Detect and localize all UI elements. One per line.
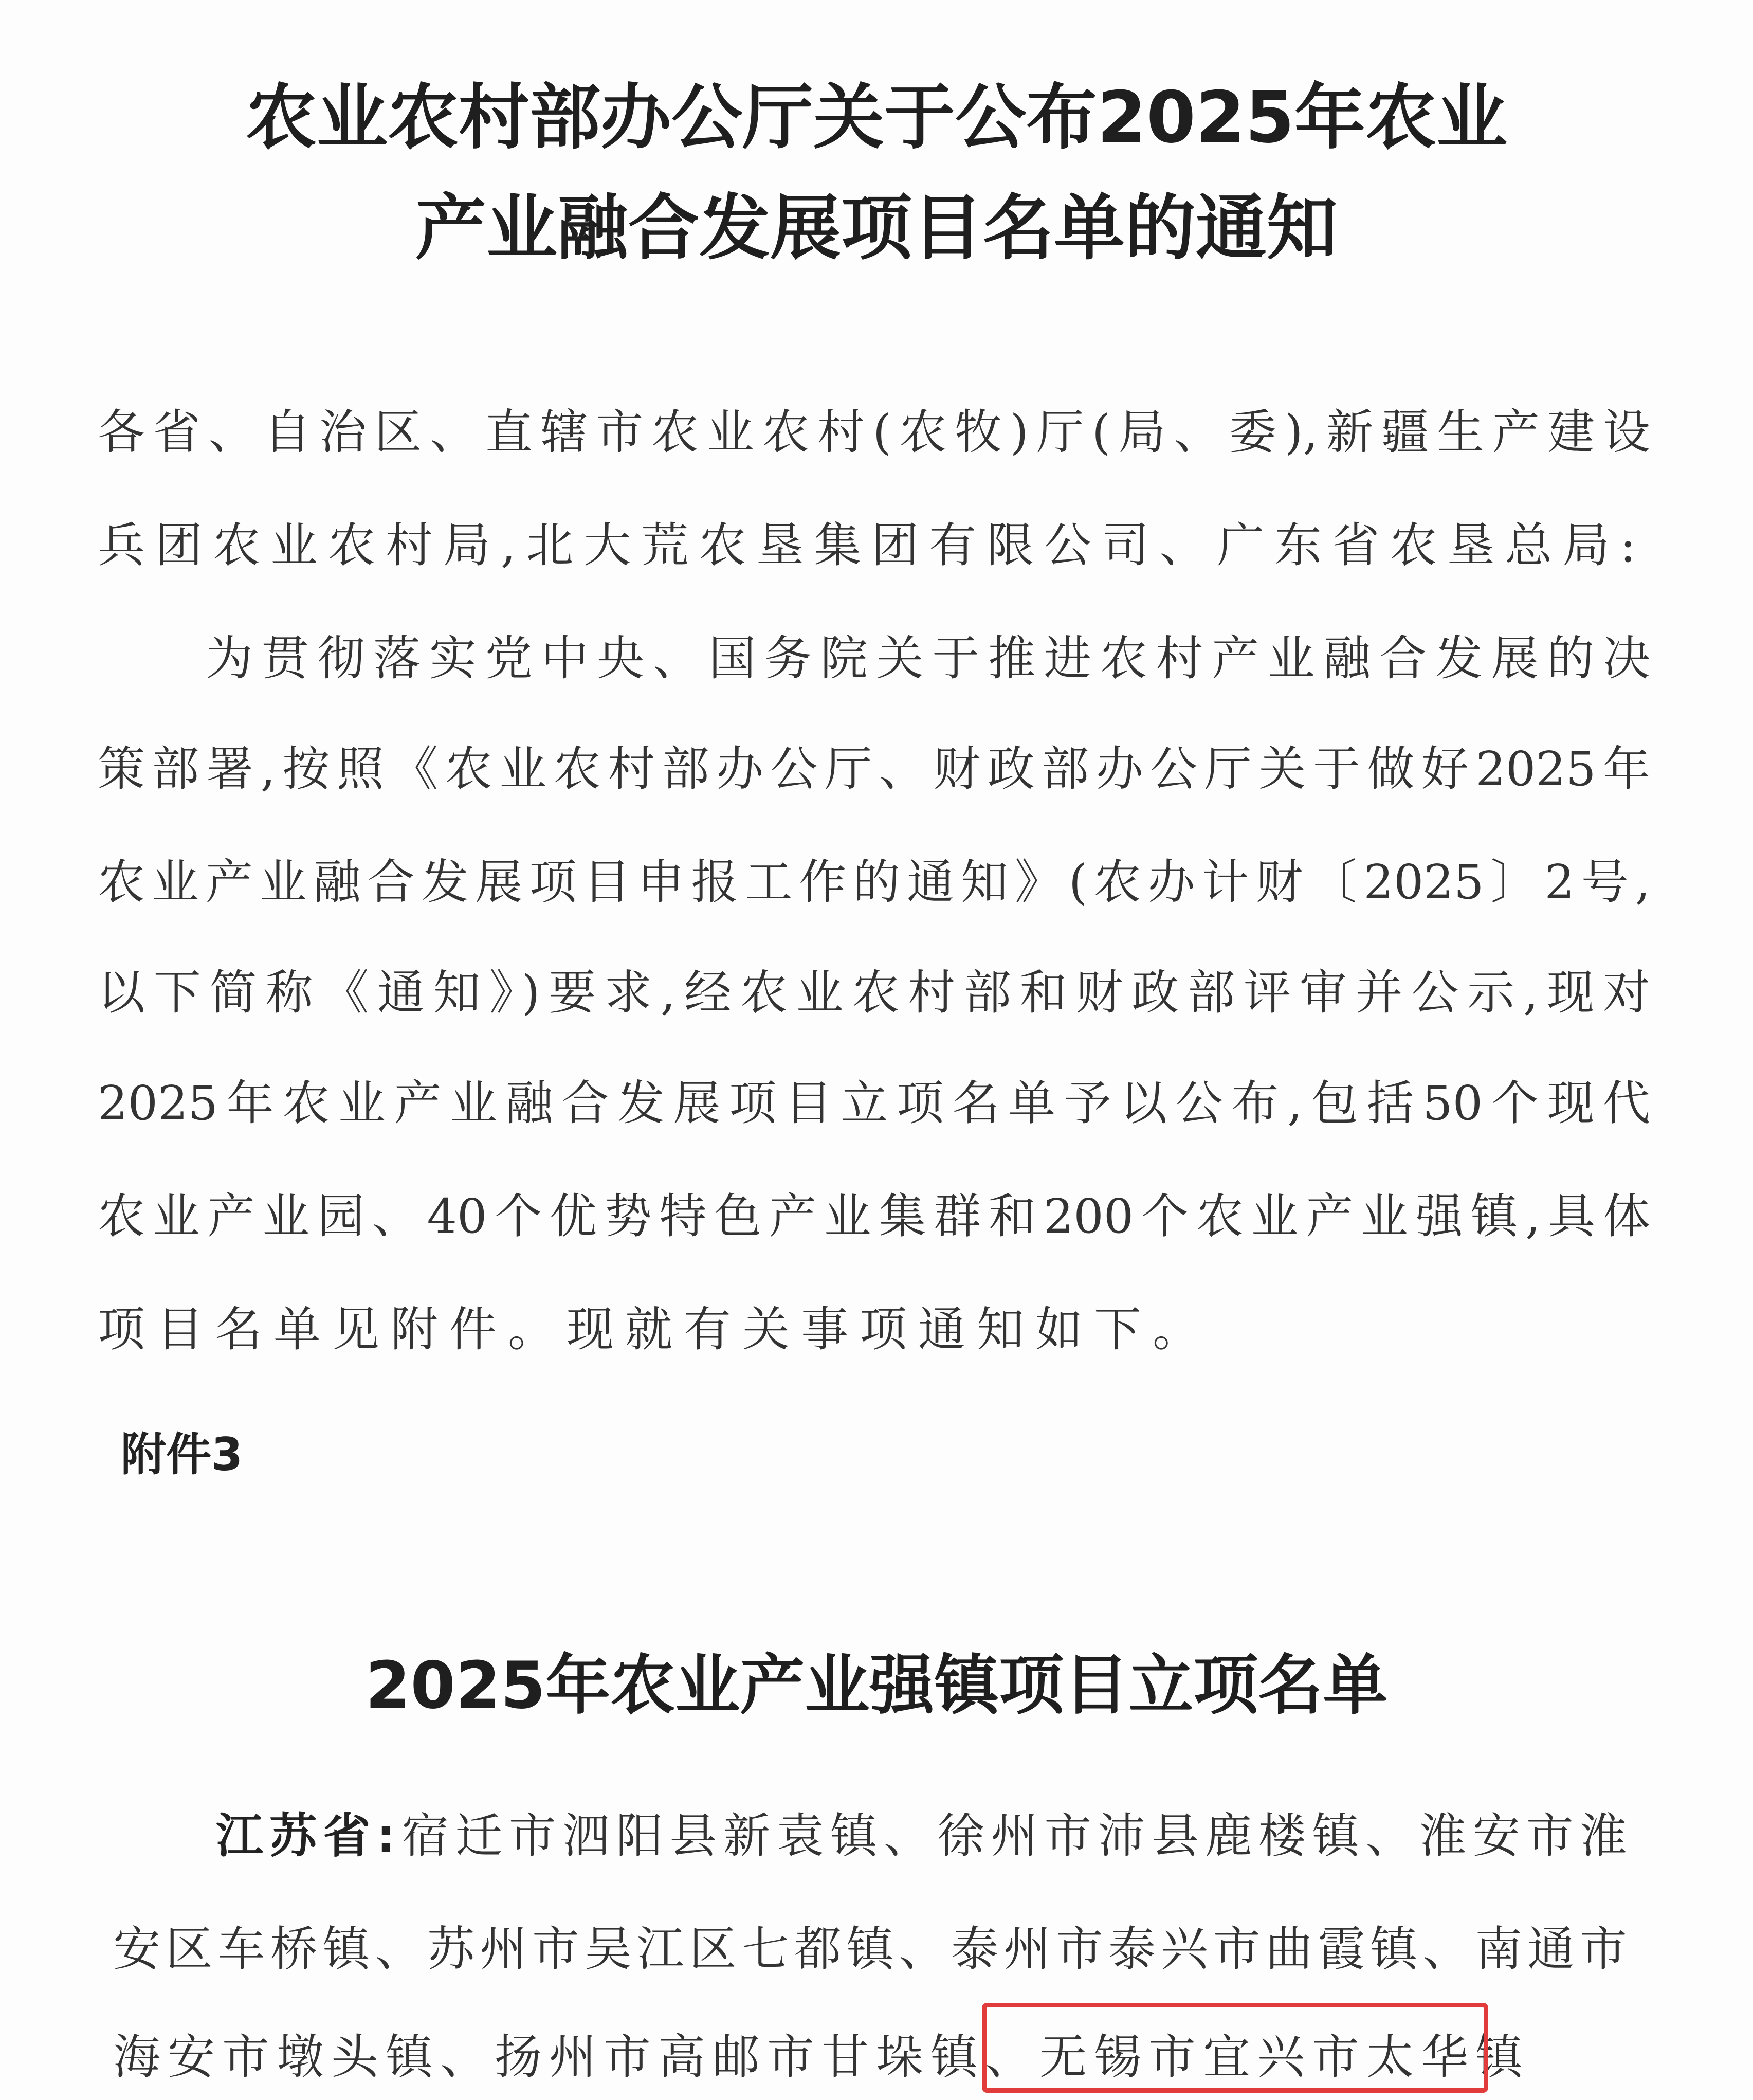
province-label: 江苏省: <box>216 1808 396 1863</box>
body-line-9: 项目名单见附件。现就有关事项通知如下。 <box>98 1302 1212 1357</box>
notice-title-line-1: 农业农村部办公厅关于公布2025年农业 <box>245 76 1508 159</box>
list-line-3: 海安市墩头镇、扬州市高邮市甘垛镇、无锡市宜兴市太华镇 <box>113 2030 1530 2085</box>
list-line-1-text: 宿迁市泗阳县新袁镇、徐州市沛县鹿楼镇、淮安市淮 <box>395 1808 1627 1863</box>
body-line-5: 农业产业融合发展项目申报工作的通知》(农办计财〔2025〕2号, <box>98 855 1650 910</box>
body-line-7: 2025年农业产业融合发展项目立项名单予以公布,包括50个现代 <box>98 1076 1650 1131</box>
attachment-label: 附件3 <box>121 1428 243 1481</box>
body-line-6: 以下简称《通知》)要求,经农业农村部和财政部评审并公示,现对 <box>98 965 1650 1020</box>
body-line-8: 农业产业园、40个优势特色产业集群和200个农业产业强镇,具体 <box>98 1189 1650 1244</box>
list-line-1 <box>216 1808 1627 1863</box>
highlight-box <box>982 2003 1488 2093</box>
body-line-2: 兵团农业农村局,北大荒农垦集团有限公司、广东省农垦总局: <box>98 518 1647 573</box>
body-line-3: 为贯彻落实党中央、国务院关于推进农村产业融合发展的决 <box>206 631 1650 686</box>
body-line-4: 策部署,按照《农业农村部办公厅、财政部办公厅关于做好2025年 <box>98 741 1650 796</box>
body-line-1: 各省、自治区、直辖市农业农村(农牧)厅(局、委),新疆生产建设 <box>98 405 1650 460</box>
attachment-title: 2025年农业产业强镇项目立项名单 <box>365 1648 1388 1723</box>
notice-title-line-2: 产业融合发展项目名单的通知 <box>415 187 1338 269</box>
list-line-2: 安区车桥镇、苏州市吴江区七都镇、泰州市泰兴市曲霞镇、南通市 <box>113 1922 1627 1977</box>
